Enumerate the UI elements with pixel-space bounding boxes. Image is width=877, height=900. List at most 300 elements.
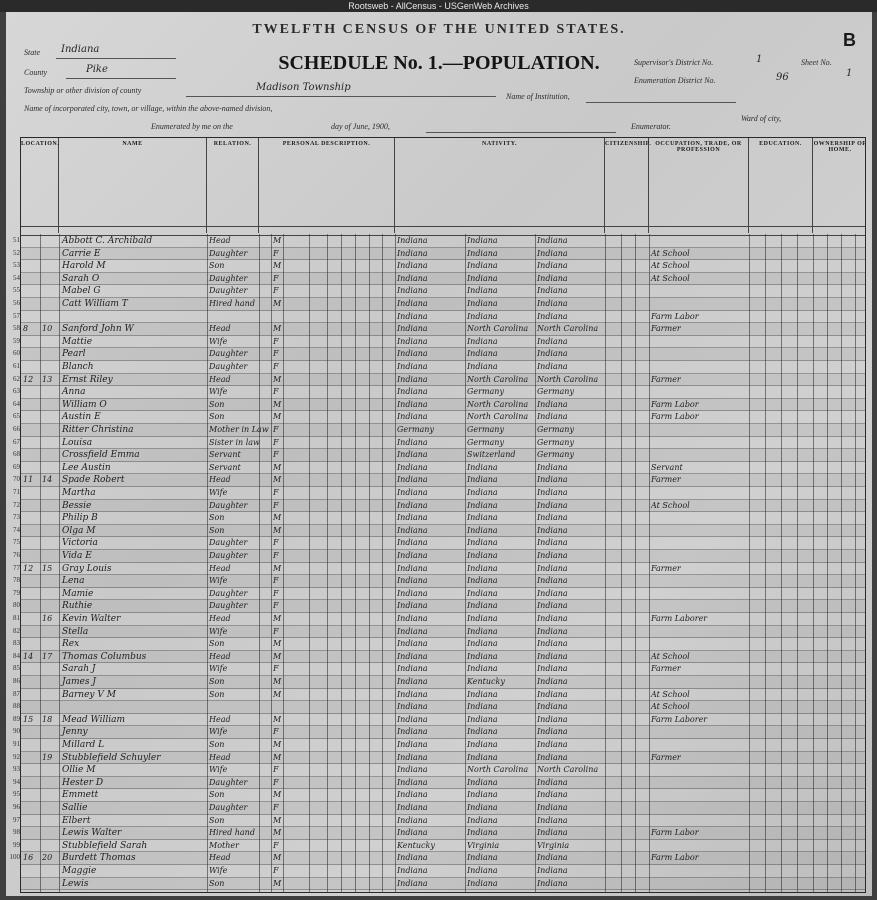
cell-name: Mattie [62, 336, 93, 347]
cell-name: Kevin Walter [62, 614, 121, 624]
cell-fam: 20 [42, 853, 53, 863]
cell-name: Olga M [62, 525, 96, 536]
cell-name: Spade Robert [62, 475, 125, 486]
supervisor-label: Supervisor's District No. [634, 58, 714, 67]
cell-rel: Daughter [209, 803, 248, 812]
cell-sex: M [273, 462, 282, 472]
cell-sex: F [273, 362, 279, 371]
cell-father: Indiana [467, 803, 498, 812]
township-label: Township or other division of county [24, 86, 142, 95]
cell-place: Indiana [397, 500, 428, 510]
cell-mother: Indiana [537, 399, 568, 409]
table-row [13, 789, 865, 802]
cell-place: Indiana [397, 563, 428, 573]
line-number: 59 [13, 336, 20, 345]
cell-rel: Daughter [209, 286, 248, 296]
cell-name: Hester D [62, 777, 104, 788]
cell-mother: North Carolina [537, 374, 599, 384]
table-row [13, 726, 865, 739]
cell-occ: Farm Labor [651, 853, 699, 863]
cell-father: Indiana [467, 651, 498, 661]
table-row [13, 348, 865, 361]
cell-mother: Indiana [537, 576, 568, 586]
cell-name: Rex [62, 639, 80, 650]
line-number: 66 [13, 425, 20, 433]
table-row [21, 878, 865, 891]
cell-sex: M [273, 828, 282, 838]
cell-father: Indiana [467, 362, 498, 371]
cell-occ: Servant [651, 462, 683, 472]
table-row [13, 626, 865, 639]
table-row [13, 752, 865, 765]
cell-occ: At School [651, 689, 690, 699]
cell-mother: Indiana [537, 551, 568, 560]
cell-name: Stubblefield Schuyler [62, 752, 161, 763]
cell-name: Blanch [62, 362, 94, 372]
cell-name: Thomas Columbus [62, 651, 147, 662]
cell-mother: Indiana [537, 311, 568, 321]
cell-sex: F [273, 286, 279, 296]
cell-place: Indiana [397, 311, 428, 321]
cell-rel: Daughter [209, 551, 248, 560]
cell-name: Louisa [62, 437, 93, 448]
cell-rel: Head [209, 651, 231, 661]
cell-dw: 16 [23, 853, 34, 863]
cell-father: Indiana [467, 878, 498, 888]
line-number: 62 [13, 374, 20, 383]
cell-sex: F [273, 664, 279, 674]
cell-rel: Head [209, 324, 231, 334]
enumerated-rest: day of June, 1900, [331, 122, 390, 131]
table-row [13, 525, 865, 538]
cell-father: Indiana [467, 614, 498, 623]
table-row [13, 563, 865, 576]
col-personal: PERSONAL DESCRIPTION. [259, 138, 395, 233]
cell-father: Indiana [467, 752, 498, 762]
cell-place: Indiana [397, 261, 428, 271]
cell-name: Victoria [62, 538, 98, 549]
cell-mother: Indiana [537, 866, 568, 875]
table-row [13, 550, 865, 563]
cell-mother: Indiana [537, 777, 568, 787]
cell-mother: Indiana [537, 614, 568, 623]
state-value: Indiana [61, 44, 100, 55]
cell-place: Indiana [397, 626, 428, 636]
cell-name: Ruthie [62, 601, 93, 612]
cell-dw: 12 [23, 563, 34, 573]
cell-sex: M [273, 752, 282, 762]
line-number: 60 [13, 349, 20, 358]
line-number: 77 [13, 563, 20, 572]
line-number: 63 [13, 387, 20, 396]
cell-place: Indiana [397, 324, 428, 334]
cell-father: Indiana [467, 488, 498, 497]
cell-rel: Head [209, 853, 231, 863]
cell-name: Ernst Riley [62, 374, 113, 385]
cell-father: Virginia [467, 840, 500, 850]
enum-district-label: Enumeration District No. [634, 76, 716, 85]
cell-name: Ollie M [62, 765, 96, 776]
table-row [13, 386, 865, 399]
col-relation: RELATION. [207, 138, 259, 233]
cell-place: Indiana [397, 752, 428, 762]
cell-name: Elbert [62, 815, 91, 826]
cell-rel: Wife [209, 387, 228, 397]
table-row [13, 764, 865, 777]
cell-sex: M [273, 236, 282, 245]
line-number: 72 [13, 500, 20, 509]
cell-father: Indiana [467, 866, 498, 875]
cell-sex: M [273, 651, 282, 661]
cell-rel: Son [209, 815, 225, 825]
county-label: County [24, 68, 48, 77]
cell-occ: Farmer [651, 374, 681, 384]
cell-rel: Hired hand [209, 828, 255, 838]
line-number: 83 [13, 639, 20, 648]
cell-name: Harold M [62, 261, 106, 272]
cell-dw: 11 [23, 475, 34, 485]
line-number: 88 [13, 702, 20, 711]
table-row [13, 474, 865, 487]
cell-rel: Wife [209, 727, 228, 737]
line-number: 74 [13, 525, 20, 534]
cell-place: Indiana [397, 488, 428, 497]
cell-father: North Carolina [467, 412, 529, 422]
enumerator-label: Enumerator. [631, 122, 671, 131]
cell-place: Kentucky [397, 840, 435, 850]
cell-father: Germany [467, 387, 504, 397]
cell-dw: 8 [23, 324, 29, 334]
cell-rel: Son [209, 740, 225, 749]
cell-name: Mead William [62, 714, 126, 725]
sheet-no-label: Sheet No. [801, 58, 832, 67]
cell-fam: 15 [42, 563, 53, 573]
cell-place: Indiana [397, 462, 428, 472]
cell-father: North Carolina [467, 374, 529, 384]
enumerated-label: Enumerated by me on the [151, 122, 233, 131]
line-number: 94 [13, 777, 20, 786]
cell-name: James J [62, 677, 96, 687]
cell-sex: M [273, 714, 282, 724]
cell-sex: F [273, 273, 279, 283]
cell-mother: Indiana [537, 689, 568, 699]
cell-rel: Servant [209, 462, 241, 472]
cell-mother: Indiana [537, 815, 568, 825]
cell-father: Indiana [467, 790, 498, 800]
cell-name: Sallie [62, 803, 88, 813]
col-location: LOCATION. [21, 138, 59, 233]
table-row [13, 411, 865, 424]
enum-district-value: 96 [776, 72, 789, 83]
cell-occ: At School [651, 261, 690, 271]
cell-name: Lee Austin [62, 462, 111, 473]
cell-mother: Germany [537, 387, 574, 397]
line-number: 87 [13, 689, 20, 698]
cell-place: Indiana [397, 614, 428, 623]
line-number: 76 [13, 551, 20, 559]
table-row [13, 273, 865, 286]
cell-sex: F [273, 588, 279, 598]
table-row [13, 260, 865, 273]
cell-fam: 17 [42, 651, 53, 661]
cell-place: Indiana [397, 362, 428, 371]
cell-name: Lewis Walter [62, 828, 122, 839]
cell-name: Millard L [62, 740, 105, 750]
cell-name: Anna [62, 387, 86, 398]
cell-sex: M [273, 513, 282, 523]
cell-sex: M [273, 525, 282, 535]
cell-place: Indiana [397, 828, 428, 838]
cell-name: Bessie [62, 500, 92, 511]
cell-mother: Indiana [537, 273, 568, 283]
cell-place: Indiana [397, 765, 428, 775]
col-nativity: NATIVITY. [395, 138, 605, 233]
cell-mother: Indiana [537, 236, 568, 245]
table-row [13, 739, 865, 752]
line-number: 84 [13, 651, 20, 660]
cell-rel: Sister in law [209, 437, 260, 447]
cell-occ: At School [651, 500, 690, 510]
cell-place: Indiana [397, 387, 428, 397]
cell-father: Indiana [467, 576, 498, 586]
cell-mother: Germany [537, 437, 574, 447]
cell-rel: Wife [209, 765, 228, 775]
cell-sex: F [273, 601, 279, 611]
cell-sex: M [273, 878, 282, 888]
table-row [13, 424, 865, 437]
cell-place: Indiana [397, 336, 428, 346]
cell-father: Indiana [467, 740, 498, 749]
cell-rel: Head [209, 714, 231, 724]
cell-father: Indiana [467, 664, 498, 674]
cell-fam: 19 [42, 752, 53, 762]
cell-mother: Indiana [537, 677, 568, 686]
table-row [13, 336, 865, 349]
cell-father: Indiana [467, 299, 498, 308]
cell-fam: 13 [42, 374, 53, 384]
cell-father: Indiana [467, 702, 498, 712]
cell-sex: M [273, 261, 282, 271]
table-row [13, 613, 865, 626]
cell-rel: Wife [209, 488, 228, 497]
cell-name: Emmett [62, 790, 99, 801]
cell-mother: Indiana [537, 853, 568, 863]
line-number: 57 [13, 311, 20, 320]
line-number: 86 [13, 677, 20, 685]
cell-rel: Son [209, 689, 225, 699]
line-number: 56 [13, 299, 20, 307]
table-row [13, 323, 865, 336]
table-row [13, 840, 865, 853]
census-title: TWELFTH CENSUS OF THE UNITED STATES. [252, 22, 626, 37]
cell-rel: Servant [209, 450, 241, 460]
cell-place: Indiana [397, 299, 428, 308]
cell-sex: F [273, 727, 279, 737]
cell-place: Indiana [397, 412, 428, 422]
table-row [13, 298, 865, 311]
cell-place: Indiana [397, 777, 428, 787]
cell-sex: F [273, 576, 279, 586]
line-number: 99 [13, 840, 20, 849]
state-label: State [24, 48, 40, 57]
cell-mother: Indiana [537, 261, 568, 271]
cell-father: Indiana [467, 311, 498, 321]
cell-occ: At School [651, 702, 690, 712]
table-row [13, 437, 865, 450]
cell-rel: Mother in Law [209, 425, 269, 434]
cell-sex: F [273, 349, 279, 359]
cell-place: Indiana [397, 399, 428, 409]
cell-place: Indiana [397, 513, 428, 523]
cell-rel: Daughter [209, 500, 248, 510]
cell-rel: Son [209, 261, 225, 271]
line-number: 93 [13, 765, 20, 774]
cell-sex: M [273, 815, 282, 825]
schedule-title: SCHEDULE No. 1.—POPULATION. [278, 52, 600, 74]
cell-name: Stella [62, 626, 89, 637]
table-row [13, 588, 865, 601]
cell-father: Indiana [467, 336, 498, 346]
cell-occ: Farmer [651, 752, 681, 762]
cell-mother: North Carolina [537, 765, 599, 775]
cell-sex: F [273, 488, 279, 497]
cell-sex: F [273, 500, 279, 510]
cell-place: Indiana [397, 689, 428, 699]
cell-rel: Wife [209, 866, 228, 875]
table-row [21, 865, 865, 878]
cell-sex: M [273, 689, 282, 699]
cell-name: William O [62, 399, 107, 410]
cell-occ: Farm Laborer [651, 714, 708, 724]
cell-occ: At School [651, 651, 690, 661]
line-number: 78 [13, 576, 20, 585]
cell-name: Stubblefield Sarah [62, 840, 148, 851]
line-number: 69 [13, 462, 20, 471]
township-value: Madison Township [256, 82, 351, 93]
line-number: 61 [13, 362, 20, 370]
cell-dw: 14 [23, 651, 34, 661]
cell-sex: M [273, 677, 282, 686]
col-name: NAME [59, 138, 207, 233]
cell-rel: Son [209, 878, 225, 888]
cell-mother: Indiana [537, 878, 568, 888]
cell-rel: Son [209, 790, 225, 800]
cell-sex: F [273, 551, 279, 560]
cell-sex: M [273, 324, 282, 334]
table-row [13, 663, 865, 676]
cell-rel: Daughter [209, 601, 248, 611]
table-row [13, 600, 865, 613]
table-row [13, 462, 865, 475]
cell-sex: M [273, 399, 282, 409]
cell-place: Indiana [397, 450, 428, 460]
cell-rel: Son [209, 513, 225, 523]
cell-mother: Indiana [537, 538, 568, 548]
sheet-no-value: 1 [846, 68, 853, 79]
cell-name: Vida E [62, 551, 92, 561]
table-row [13, 676, 865, 689]
cell-rel: Daughter [209, 349, 248, 359]
line-number: 64 [13, 399, 20, 408]
line-number: 79 [13, 588, 20, 597]
table-row [13, 689, 865, 702]
cell-name: Carrie E [62, 248, 101, 259]
cell-mother: Indiana [537, 412, 568, 422]
line-number: 51 [13, 236, 20, 244]
cell-father: Indiana [467, 349, 498, 359]
cell-place: Indiana [397, 236, 428, 245]
cell-place: Indiana [397, 677, 428, 686]
cell-mother: Indiana [537, 362, 568, 371]
cell-rel: Daughter [209, 273, 248, 283]
col-citizenship: CITIZENSHIP. [605, 138, 649, 233]
line-number: 90 [13, 727, 20, 736]
line-number: 73 [13, 513, 20, 522]
cell-mother: Indiana [537, 336, 568, 346]
cell-name: Mamie [62, 588, 94, 599]
line-number: 96 [13, 803, 20, 811]
cell-place: Indiana [397, 651, 428, 661]
cell-name: Maggie [62, 866, 97, 876]
cell-place: Indiana [397, 702, 428, 712]
cell-occ: Farm Labor [651, 399, 699, 409]
line-number: 81 [13, 614, 20, 622]
table-row [13, 638, 865, 651]
cell-sex: F [273, 387, 279, 397]
table-row [13, 487, 865, 500]
cell-place: Indiana [397, 588, 428, 598]
cell-rel: Son [209, 525, 225, 535]
sheet-letter: B [843, 30, 856, 50]
cell-rel: Head [209, 563, 231, 573]
cell-father: North Carolina [467, 399, 529, 409]
cell-name: Sanford John W [62, 324, 134, 335]
cell-name: Gray Louis [62, 563, 112, 574]
line-number: 97 [13, 815, 20, 824]
cell-sex: M [273, 790, 282, 800]
cell-father: Indiana [467, 462, 498, 472]
cell-rel: Daughter [209, 588, 248, 598]
cell-rel: Head [209, 475, 231, 485]
cell-name: Barney V M [62, 689, 116, 700]
cell-rel: Wife [209, 576, 228, 586]
cell-occ: Farm Labor [651, 828, 699, 838]
cell-father: Indiana [467, 815, 498, 825]
line-number: 67 [13, 437, 20, 446]
cell-father: Indiana [467, 513, 498, 523]
cell-mother: Germany [537, 450, 574, 460]
line-number: 92 [13, 752, 20, 761]
cell-fam: 10 [42, 324, 53, 334]
cell-sex: M [273, 299, 282, 308]
cell-father: Indiana [467, 601, 498, 611]
population-table [9, 137, 867, 893]
cell-rel: Son [209, 412, 225, 422]
cell-father: Indiana [467, 777, 498, 787]
cell-place: Indiana [397, 374, 428, 384]
cell-place: Indiana [397, 601, 428, 611]
cell-sex: M [273, 475, 282, 485]
place-label: Name of incorporated city, town, or village, within the above-named division, [24, 104, 273, 113]
cell-mother: Indiana [537, 727, 568, 737]
cell-mother: Indiana [537, 513, 568, 523]
line-number: 82 [13, 626, 20, 635]
cell-rel: Head [209, 752, 231, 762]
cell-sex: F [273, 437, 279, 447]
cell-mother: Indiana [537, 588, 568, 598]
cell-sex: M [273, 639, 282, 649]
cell-rel: Son [209, 677, 225, 686]
